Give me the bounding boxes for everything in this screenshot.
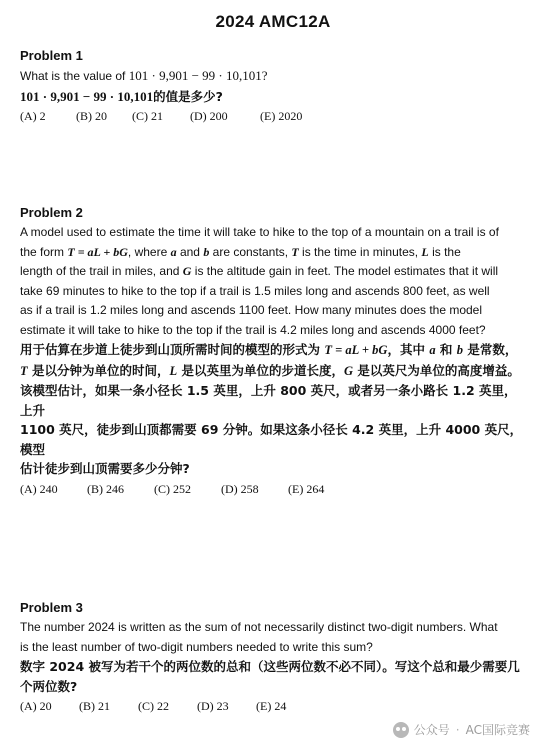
- page-title: 2024 AMC12A: [215, 12, 331, 31]
- choice-c: (C) 21: [132, 109, 163, 123]
- choice-e: (E) 2020: [260, 109, 303, 123]
- choice-a: (A) 240: [20, 481, 58, 496]
- problem-3: [20, 600, 526, 716]
- answer-choices: [20, 480, 526, 499]
- problem-text-cn: 101 · 9,901 − 99 · 10,101的值是多少?: [20, 88, 223, 104]
- choice-c: (C) 252: [154, 481, 191, 496]
- choice-e: (E) 264: [288, 481, 325, 496]
- choice-b: (B) 20: [76, 109, 107, 123]
- watermark: [393, 721, 530, 738]
- choice-a: (A) 2: [20, 109, 46, 123]
- watermark-account: AC国际竞赛: [465, 723, 530, 737]
- problem-title: Problem 1: [20, 48, 83, 63]
- formula: T = aL + bG: [324, 343, 388, 357]
- math-expression: 101 · 9,901 − 99 · 10,101: [20, 88, 154, 104]
- wechat-icon: [393, 722, 409, 738]
- choice-e: (E) 24: [256, 699, 287, 713]
- problem-text-en: A model used to estimate the time it will take to hike to the top of a mountain on a trail is of the form T = aL + bG, where a and b are constants, T is the time in minutes, L is the length of the trail in miles, and G is the altitude gain in feet. The model estimates that it will take 69 minutes to hike to the top if a trail is 1.5 miles long and ascends 800 feet, as well as if a trail is 1.2 miles long and ascends 1100 feet. How many minutes does the model estimate it will take to hike to the top if the trail is 4.2 miles long and ascends 4000 feet?: [20, 225, 499, 337]
- choice-d: (D) 200: [190, 109, 228, 123]
- problem-title: Problem 3: [20, 600, 83, 615]
- choice-d: (D) 258: [221, 481, 259, 496]
- answer-choices: [20, 107, 526, 126]
- problem-title: Problem 2: [20, 205, 83, 220]
- choice-c: (C) 22: [138, 699, 169, 713]
- answer-choices: [20, 697, 526, 716]
- problem-text-en: The number 2024 is written as the sum of not necessarily distinct two-digit numbers. What is the least number of two-digit numbers needed to write this sum?: [20, 620, 498, 654]
- problem-text-cn: 用于估算在步道上徒步到山顶所需时间的模型的形式为 T = aL + bG，其中 a 和 b 是常数， T 是以分钟为单位的时间，L 是以英里为单位的步道长度，G 是以英尺为单位的高度增益。 该模型估计，如果一条小径长 1.5 英里，上升 800 英尺，或者另一条小路长 1.2 英里，上升 1100 英尺，徒步到山顶都需要 69 分钟。如果这条小径长 4.2 英里，上升 4000 英尺，模型 估计徒步到山顶需要多少分钟?: [20, 342, 523, 476]
- choice-d: (D) 23: [197, 699, 229, 713]
- watermark-separator: ·: [455, 722, 460, 737]
- problem-2: [20, 205, 526, 499]
- problem-1: [20, 48, 526, 126]
- choice-b: (B) 21: [79, 699, 110, 713]
- problem-text-cn: 数字 2024 被写为若干个的两位数的总和（这些两位数不必不同）。写这个总和最少需要几 个两位数?: [20, 659, 520, 694]
- watermark-label: 公众号: [413, 723, 450, 737]
- formula: T = aL + bG: [67, 244, 128, 259]
- choice-a: (A) 20: [20, 699, 52, 713]
- choice-b: (B) 246: [87, 481, 124, 496]
- problem-text-en: What is the value of 101 · 9,901 − 99 · 10,101?: [20, 68, 268, 83]
- math-expression: 101 · 9,901 − 99 · 10,101?: [128, 68, 268, 83]
